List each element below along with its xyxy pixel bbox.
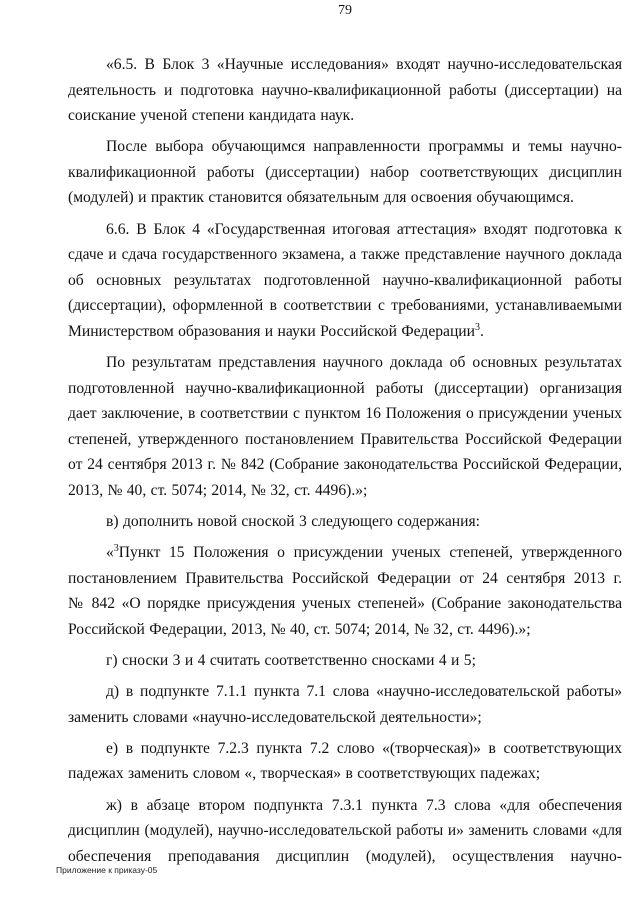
text-line: заменить словами «научно-исследовательской деятельности»; xyxy=(68,708,482,726)
paragraph-6-5 xyxy=(68,52,622,129)
paragraph-item-d xyxy=(68,679,622,730)
text-line: «6.5. В Блок 3 «Научные исследования» входят научно-исследовательская xyxy=(106,56,622,73)
document-body xyxy=(68,52,622,875)
paragraph-footnote-3 xyxy=(68,540,622,642)
paragraph-results xyxy=(68,350,622,504)
paragraph-item-v xyxy=(68,509,622,535)
text-fragment: Министерством образования и науки Российской Федерации xyxy=(68,322,475,340)
text-fragment: « xyxy=(106,544,114,562)
text-line: в) дополнить новой сноской 3 следующего содержания: xyxy=(106,513,480,531)
text-line: По результатам представления научного доклада об основных результатах xyxy=(106,354,622,372)
paragraph-6-6 xyxy=(68,217,622,345)
text-line: 2013, № 40, ст. 5074; 2014, № 32, ст. 4496).»; xyxy=(68,482,368,499)
text-line: сдаче и сдача государственного экзамена, а также представление научного доклада xyxy=(68,246,622,264)
text-line: постановлением Правительства Российской Федерации от 24 сентября 2013 г. xyxy=(68,569,622,587)
text-line: 6.6. В Блок 4 «Государственная итоговая аттестация» входят подготовка к xyxy=(106,220,622,238)
text-line xyxy=(68,540,622,566)
text-line: деятельность и подготовка научно-квалификационной работы (диссертации) на xyxy=(68,81,622,99)
page-number: 79 xyxy=(338,3,352,18)
text-line: ж) в абзаце втором подпункта 7.3.1 пункта 7.3 слова «для обеспечения xyxy=(106,796,622,814)
text-line: (модулей) и практик становится обязательным для освоения обучающимся. xyxy=(68,189,574,207)
text-line: дисциплин (модулей), научно-исследовательской работы и» заменить словами «для xyxy=(68,822,622,840)
text-line: подготовленной научно-квалификационной работы (диссертации) организация xyxy=(68,379,622,397)
text-line: После выбора обучающимся направленности программы и темы научно- xyxy=(106,138,622,156)
text-line: (диссертации), оформленной в соответствии с требованиями, устанавливаемыми xyxy=(68,297,622,315)
text-line: степеней, утвержденного постановлением Правительства Российской Федерации xyxy=(68,430,622,448)
text-fragment: Пункт 15 Положения о присуждении ученых степеней, утвержденного xyxy=(118,544,622,562)
text-line: Российской Федерации, 2013, № 40, ст. 5074; 2014, № 32, ст. 4496).»; xyxy=(68,620,531,638)
text-line: е) в подпункте 7.2.3 пункта 7.2 слово «(творческая)» в соответствующих xyxy=(106,739,622,757)
paragraph-item-zh xyxy=(68,793,622,870)
footnote-ref: 3 xyxy=(475,321,480,333)
text-line: обеспечения преподавания дисциплин (модулей), осуществления научно- xyxy=(68,847,622,865)
text-line: от 24 сентября 2013 г. № 842 (Собрание законодательства Российской Федерации, xyxy=(68,456,622,474)
text-line: об основных результатах подготовленной научно-квалификационной работы xyxy=(68,271,622,289)
text-line: г) сноски 3 и 4 считать соответственно сносками 4 и 5; xyxy=(106,652,476,670)
text-line: № 842 «О порядке присуждения ученых степеней» (Собрание законодательства xyxy=(68,595,622,613)
text-line: квалификационной работы (диссертации) набор соответствующих дисциплин xyxy=(68,163,622,181)
text-line: падежах заменить словом «, творческая» в соответствующих падежах; xyxy=(68,765,541,783)
text-line: д) в подпункте 7.1.1 пункта 7.1 слова «научно-исследовательской работы» xyxy=(106,683,622,701)
text-fragment: . xyxy=(480,322,484,340)
text-line: соискание ученой степени кандидата наук. xyxy=(68,107,355,125)
text-line: дает заключение, в соответствии с пунктом 16 Положения о присуждении ученых xyxy=(68,405,622,423)
paragraph-item-g xyxy=(68,648,622,674)
paragraph-item-e xyxy=(68,736,622,787)
paragraph-program-choice xyxy=(68,134,622,211)
page-footer: Приложение к приказу-05 xyxy=(56,865,158,875)
text-line xyxy=(68,319,622,345)
footnote-ref: 3 xyxy=(113,543,119,554)
